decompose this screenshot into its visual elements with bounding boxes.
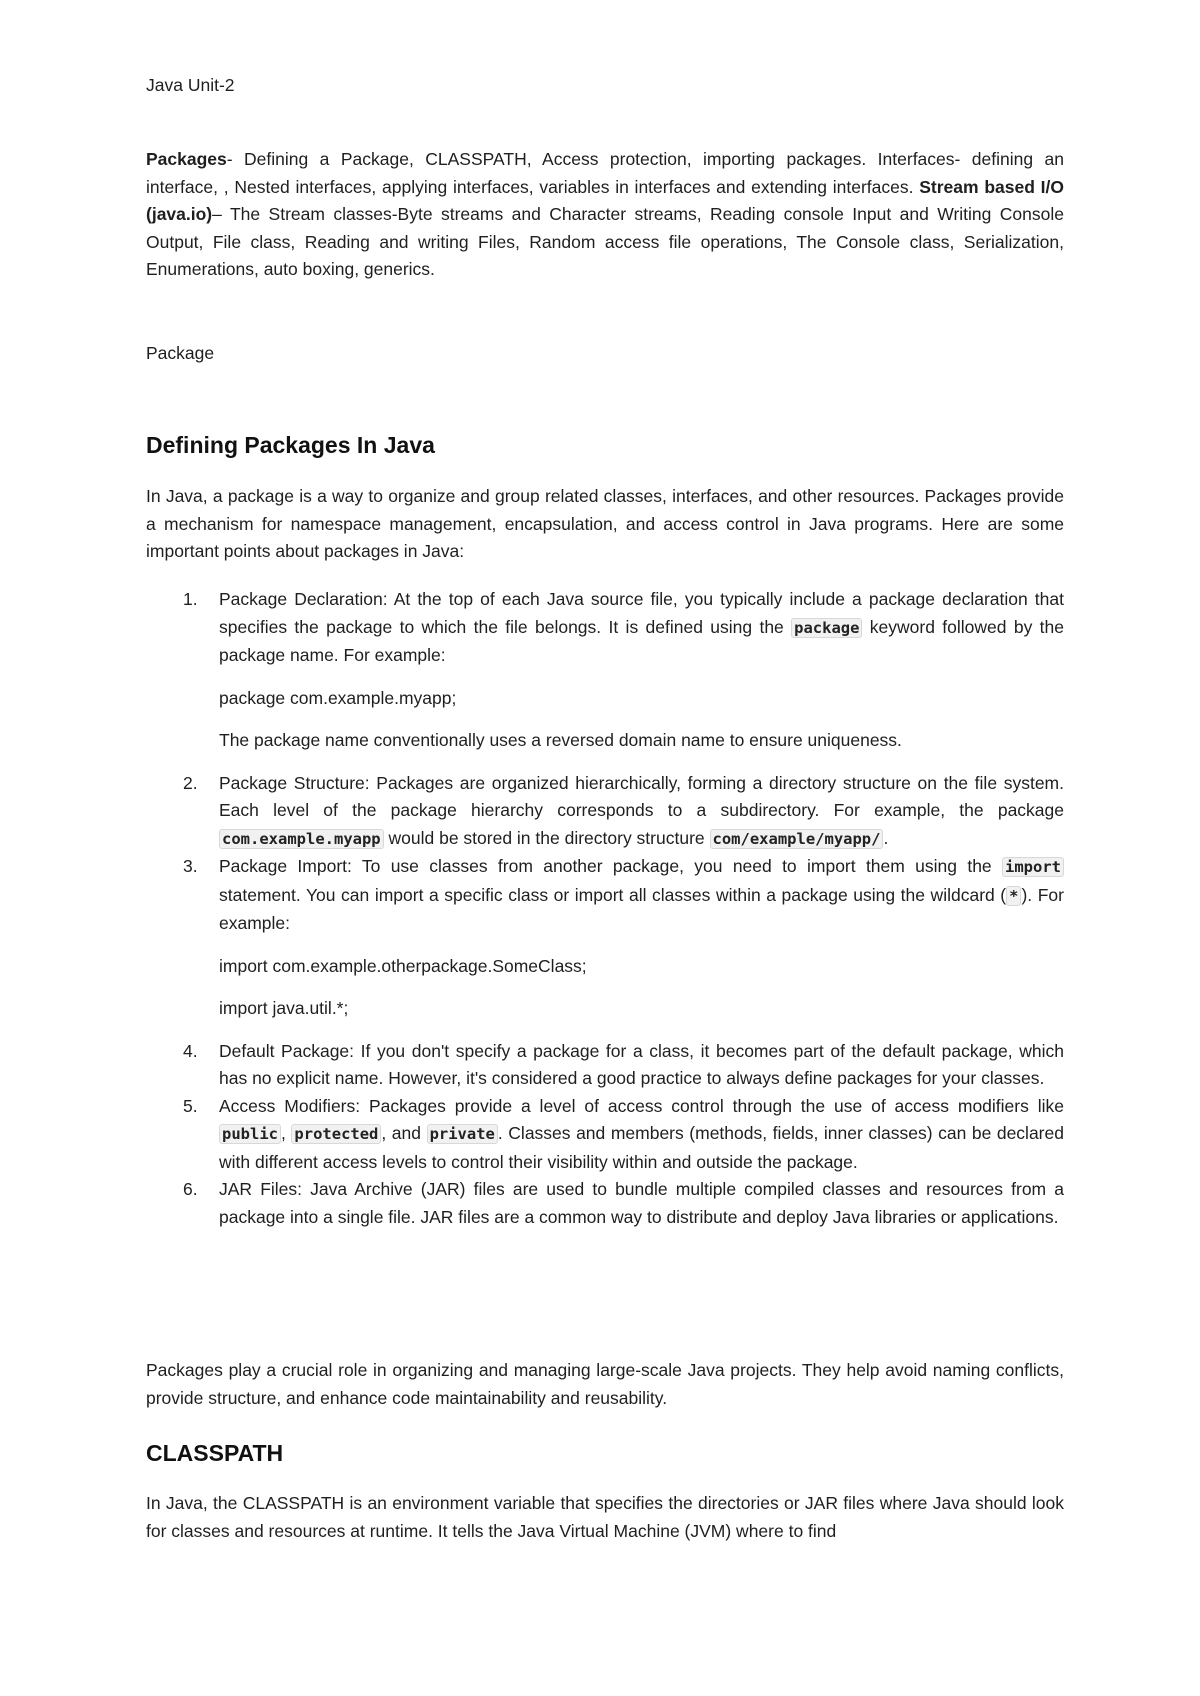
- list-number: 4.: [183, 1040, 198, 1061]
- list-item-4: [146, 1038, 1064, 1093]
- defining-paragraph: In Java, a package is a way to organize and group related classes, interfaces, and other resources. Packages provide a mechanism for namespace management, encapsulation, and access control in Java programs. Here are some important points about packages in Java:: [146, 486, 1064, 561]
- inline-code: protected: [291, 1124, 381, 1144]
- inline-code: private: [427, 1124, 498, 1144]
- item-text: . Classes and members (methods, fields, inner classes) can be declared with different access levels to control their visibility within and outside the package.: [219, 1123, 1064, 1172]
- classpath-paragraph: In Java, the CLASSPATH is an environment variable that specifies the directories or JAR files where Java should look for classes and resources at runtime. It tells the Java Virtual Machine (JVM) where to find: [146, 1493, 1064, 1541]
- intro-text-1: - Defining a Package, CLASSPATH, Access protection, importing packages. Interfaces- defining an interface, , Nested interfaces, applying interfaces, variables in interfaces and extending interfaces.: [146, 149, 1064, 197]
- list-number: 5.: [183, 1095, 198, 1116]
- item-text: ). For example:: [219, 884, 1064, 933]
- item-text: Package Structure: Packages are organized hierarchically, forming a directory structure on the file system. Each level of the package hierarchy corresponds to a subdirectory. For example, the package: [219, 772, 1064, 820]
- list-item-5: [146, 1093, 1064, 1177]
- inline-code: public: [219, 1124, 281, 1144]
- heading-defining-packages: Defining Packages In Java: [146, 432, 435, 458]
- list-number: 1.: [183, 589, 198, 609]
- intro-bold-packages: Packages: [146, 149, 227, 169]
- inline-code: com.example.myapp: [219, 829, 384, 849]
- item-text: , and: [381, 1123, 427, 1143]
- summary-paragraph: Packages play a crucial role in organizing and managing large-scale Java projects. They help avoid naming conflicts, provide structure, and enhance code maintainability and reusability.: [146, 1360, 1064, 1408]
- page-header: Java Unit-2: [146, 75, 235, 95]
- item-text: would be stored in the directory structure: [383, 827, 710, 848]
- intro-bold-stream: Stream based I/O (java.io): [146, 176, 1064, 224]
- item-text: Default Package: If you don't specify a package for a class, it becomes part of the default package, which has no explicit name. However, it's considered a good practice to always define packages for your classes.: [219, 1040, 1064, 1088]
- code-example: import java.util.*;: [219, 998, 349, 1018]
- list-number: 3.: [183, 856, 198, 876]
- list-number: 2.: [183, 772, 198, 793]
- points-list: [146, 586, 1064, 1231]
- list-item-3: [146, 853, 1064, 938]
- item-text: ,: [281, 1123, 292, 1143]
- item-text: Access Modifiers: Packages provide a level of access control through the use of access modifiers like: [219, 1095, 1064, 1116]
- item-text: keyword followed by the package name. For example:: [219, 616, 1064, 665]
- item-text: JAR Files: Java Archive (JAR) files are used to bundle multiple compiled classes and resources from a package into a single file. JAR files are a common way to distribute and deploy Java libraries or applications.: [219, 1179, 1064, 1227]
- item-text: statement. You can import a specific class or import all classes within a package using the wildcard (: [219, 884, 1007, 905]
- item-text: Package Declaration: At the top of each Java source file, you typically include a package declaration that specifies the package to which the file belongs. It is defined using the: [219, 589, 1064, 637]
- code-example: import com.example.otherpackage.SomeClass;: [219, 955, 587, 976]
- list-item-6: [146, 1176, 1064, 1231]
- inline-code: *: [1006, 886, 1021, 906]
- package-label: Package: [146, 343, 215, 363]
- intro-paragraph: [146, 146, 1064, 284]
- list-number: 6.: [183, 1179, 198, 1199]
- list-item-1: [146, 586, 1064, 670]
- inline-code: import: [1002, 857, 1064, 877]
- item-text: Package Import: To use classes from another package, you need to import them using the: [219, 856, 1002, 876]
- list-item-2: [146, 770, 1064, 854]
- heading-classpath: CLASSPATH: [146, 1440, 284, 1466]
- item-note: The package name conventionally uses a reversed domain name to ensure uniqueness.: [219, 730, 902, 750]
- inline-code: package: [791, 618, 862, 638]
- code-example: package com.example.myapp;: [219, 687, 457, 708]
- inline-code: com/example/myapp/: [710, 829, 884, 849]
- intro-text-2: – The Stream classes-Byte streams and Character streams, Reading console Input and Writing Console Output, File class, Reading and writing Files, Random access file operations, The Console class, Serialization, Enumerations, auto boxing, generics.: [146, 204, 1064, 279]
- item-text: .: [883, 827, 889, 848]
